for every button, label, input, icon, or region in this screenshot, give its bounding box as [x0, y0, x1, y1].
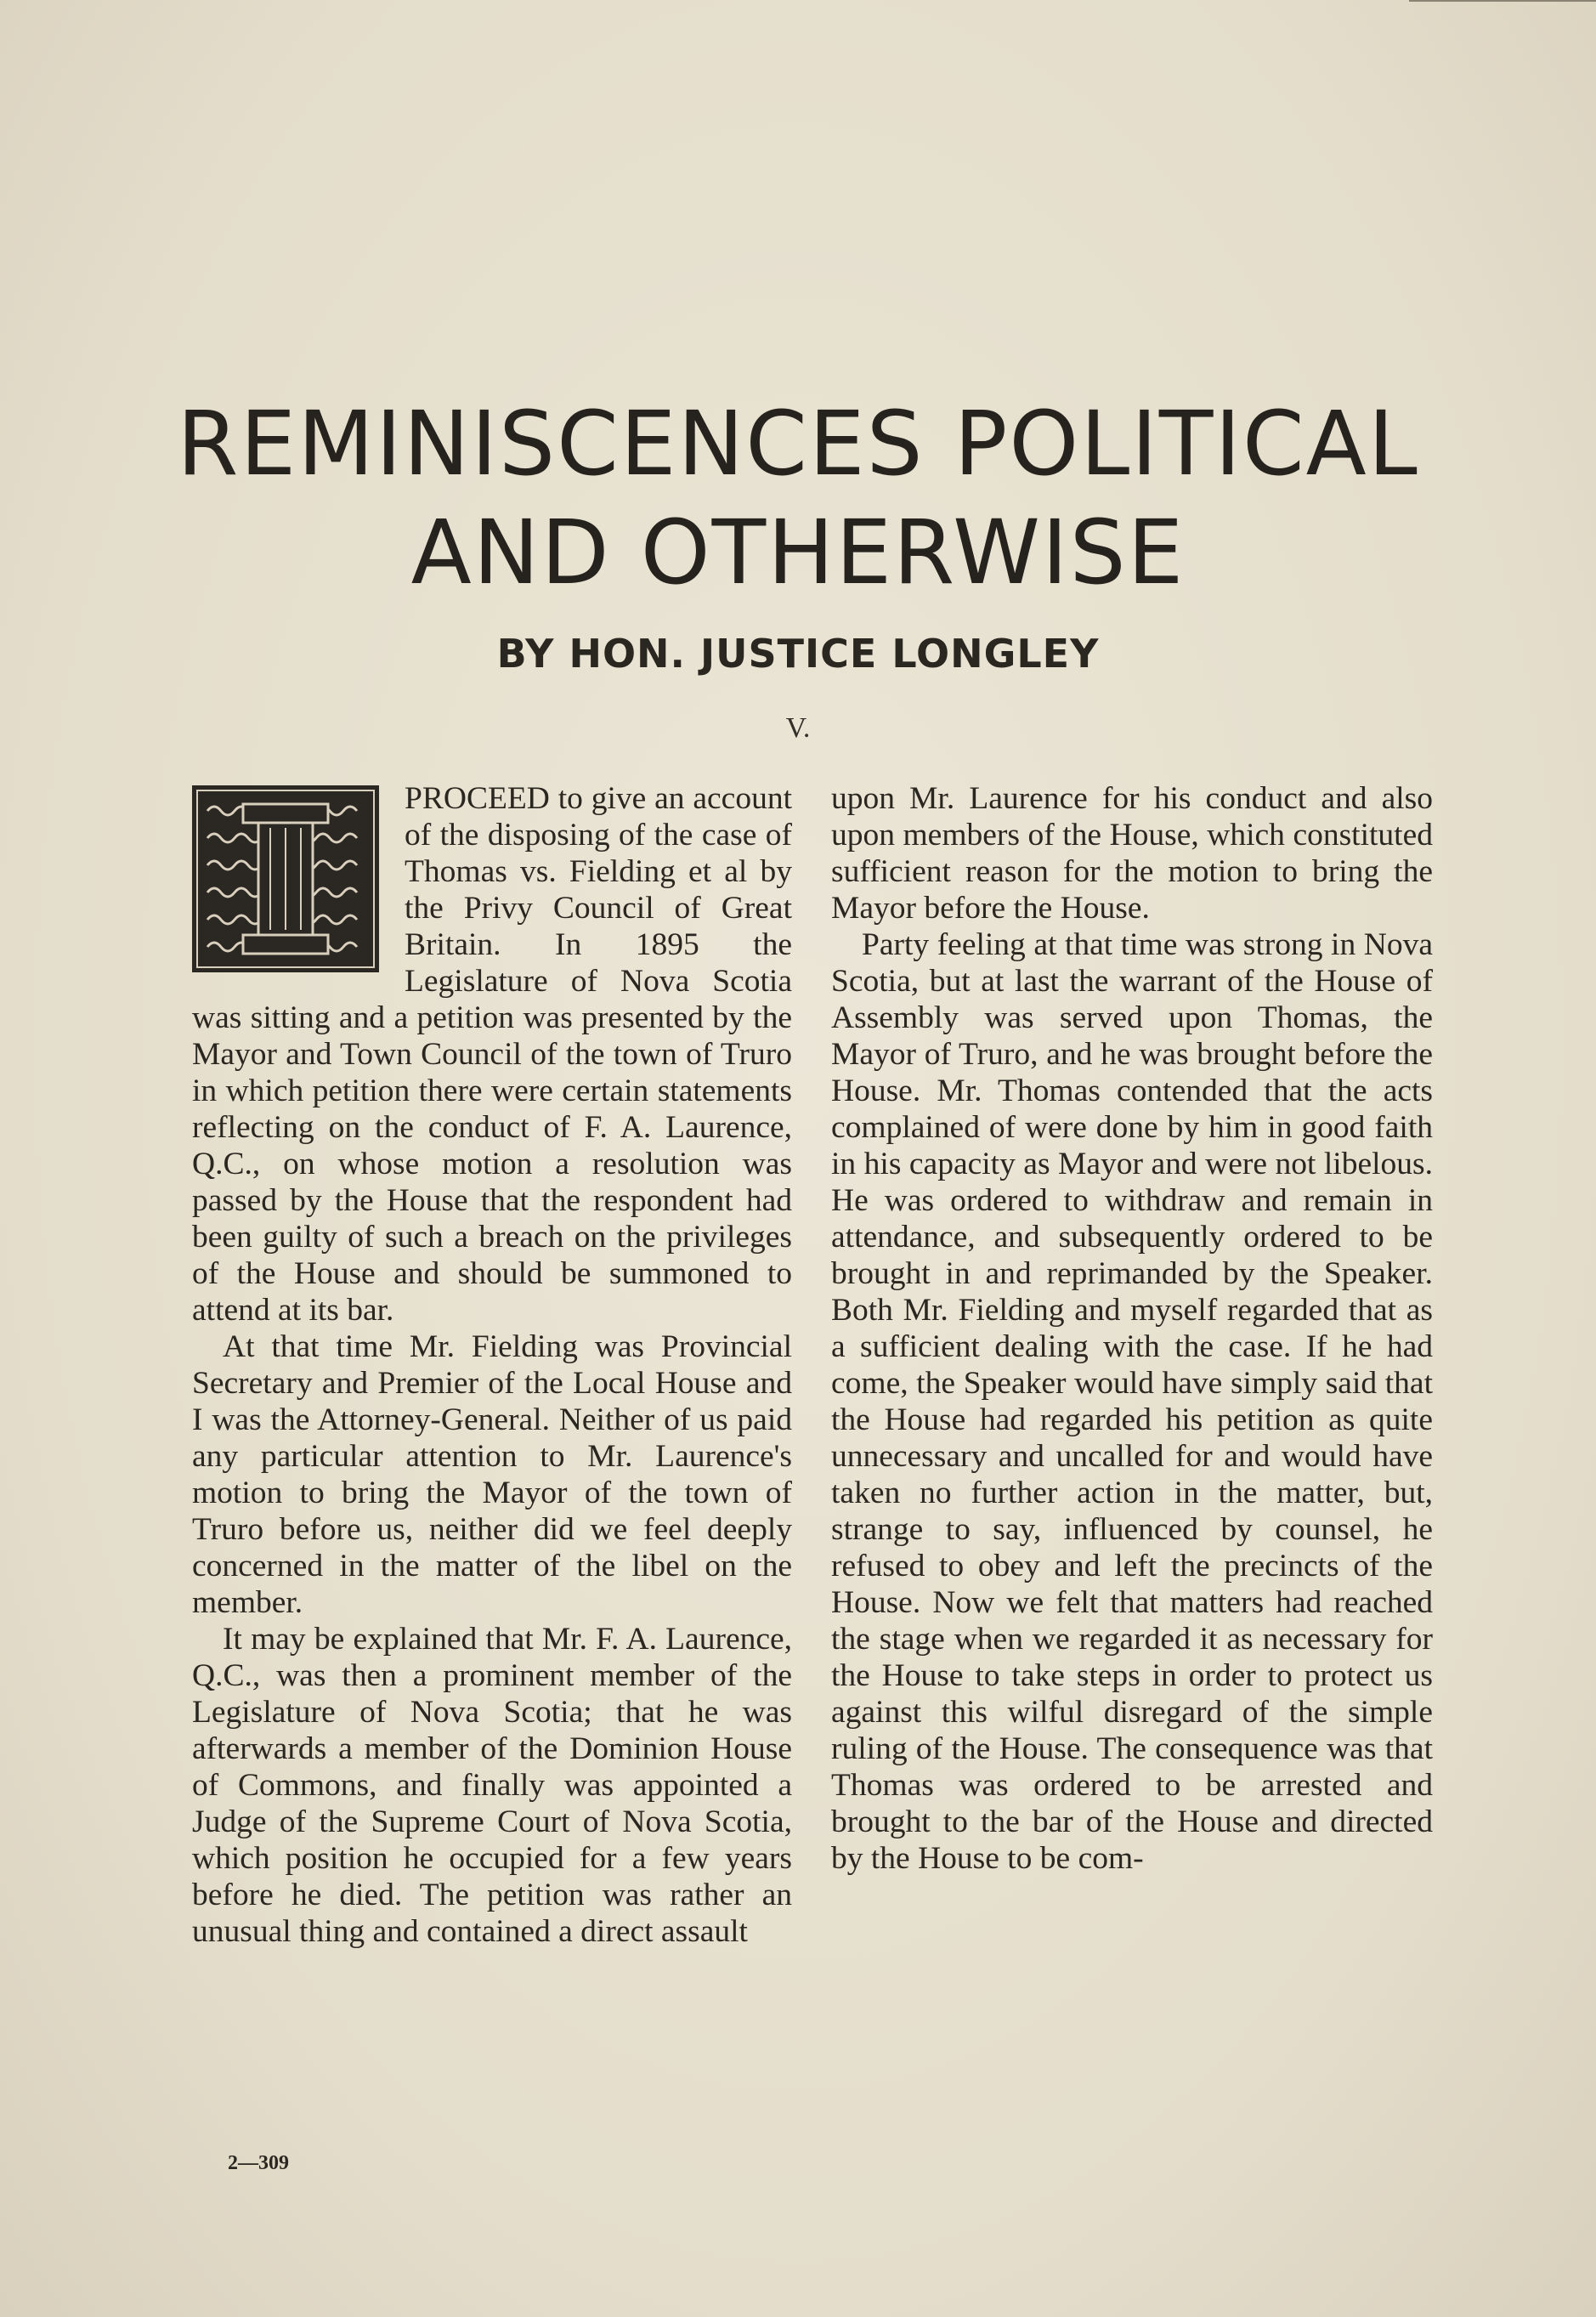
paragraph-2: At that time Mr. Fielding was Provincial Secretary and Premier of the Local House and I was the Attorney-General. Neither of us paid any particular attention to Mr. Laurence's motion to bring the Mayor of the town of Truro before us, neither did we feel deeply concerned in the matter of the libel on the member.	[192, 1329, 792, 1620]
folio-signature: 2—309	[228, 2152, 289, 2174]
article-byline: BY HON. JUSTICE LONGLEY	[496, 631, 1100, 677]
title-line-1: REMINISCENCES POLITICAL	[177, 392, 1419, 496]
right-column	[831, 780, 1433, 1877]
title-line-2: AND OTHERWISE	[410, 501, 1186, 604]
paragraph-1: PROCEED to give an account of the disposing of the case of Thomas vs. Fielding et al by the Privy Council of Great Britain. In 1895 the Legislature of Nova Scotia was sitting and a petition was presented by the Mayor and Town Council of the town of Truro in which petition there were certain statements reflecting on the conduct of F. A. Laurence, Q.C., on whose motion a resolution was passed by the House that the respondent had been guilty of such a breach on the privileges of the House and should be summoned to attend at its bar.	[192, 781, 792, 1328]
article-title	[0, 389, 1596, 607]
part-number: V.	[785, 712, 811, 744]
paragraph-4: Party feeling at that time was strong in Nova Scotia, but at last the warrant of the House of Assembly was served upon Thomas, the Mayor of Truro, and he was brought before the House. Mr. Thomas contended that the acts complained of were done by him in good faith in his capacity as Mayor and were not libelous. He was ordered to withdraw and remain in attendance, and subsequently ordered to be brought in and reprimanded by the Speaker. Both Mr. Fielding and myself regarded that as a sufficient dealing with the case. If he had come, the Speaker would have simply said that the House had regarded his petition as quite unnecessary and uncalled for and would have taken no further action in the matter, but, strange to say, influenced by counsel, he refused to obey and left the precincts of the House. Now we felt that matters had reached the stage when we regarded it as necessary for the House to take steps in order to protect us against this wilful disregard of the simple ruling of the House. The consequence was that Thomas was ordered to be arrested and brought to the bar of the House and directed by the House to be com-	[831, 927, 1433, 1876]
page-edge-rule	[1409, 0, 1596, 2]
left-column	[192, 780, 792, 1950]
paragraph-3-continued: upon Mr. Laurence for his conduct and also upon members of the House, which constituted sufficient reason for the motion to bring the Mayor before the House.	[831, 781, 1433, 926]
paragraph-3: It may be explained that Mr. F. A. Laurence, Q.C., was then a prominent member of the Legislature of Nova Scotia; that he was afterwards a member of the Dominion House of Commons, and finally was appointed a Judge of the Supreme Court of Nova Scotia, which position he occupied for a few years before he died. The petition was rather an unusual thing and contained a direct assault	[192, 1622, 792, 1949]
ornamental-drop-cap-icon	[192, 785, 379, 972]
